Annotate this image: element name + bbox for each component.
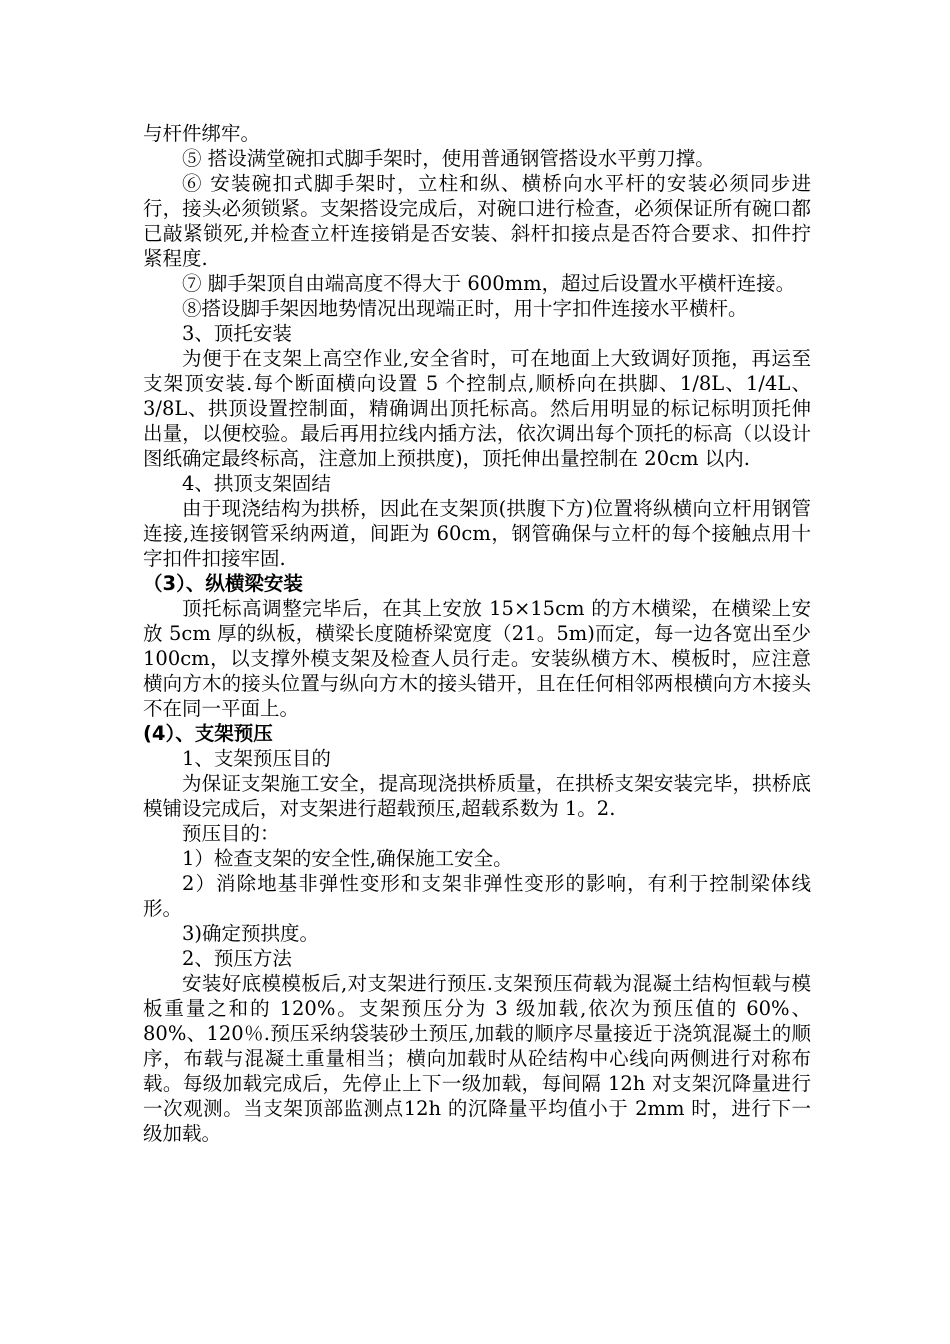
section-heading: （3）、纵横梁安装: [143, 572, 303, 595]
document-body: [143, 121, 811, 1146]
paragraph: 预压目的：: [182, 822, 280, 845]
section-heading: (4）、支架预压: [143, 722, 273, 745]
paragraph: 顶托标高调整完毕后，在其上安放 15×15cm 的方木横梁，在横梁上安放 5cm 厚的纵板，横梁长度随桥梁宽度（21。5m)而定，每一边各宽出至少 100cm，以支撑外模支架及检查人员行走。安装纵横方木、模板时，应注意横向方木的接头位置与纵向方木的接头错开，且在任何相邻两根横向方木接头不在同一平面上。: [143, 597, 811, 720]
paragraph: 2、预压方法: [182, 947, 292, 970]
paragraph: 为便于在支架上高空作业,安全省时，可在地面上大致调好顶拖，再运至支架顶安装.每个断面横向设置 5 个控制点,顺桥向在拱脚、1/8L、1/4L、3/8L、拱顶设置控制面，精确调出顶托标高。然后用明显的标记标明顶托伸出量，以便校验。最后再用拉线内插方法，依次调出每个顶托的标高（以设计图纸确定最终标高，注意加上预拱度)，顶托伸出量控制在 20cm 以内.: [143, 347, 811, 470]
paragraph: ⑧搭设脚手架因地势情况出现端正时，用十字扣件连接水平横杆。: [182, 297, 748, 320]
paragraph: 安装好底模模板后,对支架进行预压.支架预压荷载为混凝土结构恒载与模板重量之和的 120%。支架预压分为 3 级加载,依次为预压值的 60%、80%、120％.预压采纳袋装砂土预压,加载的顺序尽量接近于浇筑混凝土的顺序，布载与混凝土重量相当；横向加载时从砼结构中心线向两侧进行对称布载。每级加载完成后，先停止上下一级加载，每间隔 12h 对支架沉降量进行一次观测。当支架顶部监测点12h 的沉降量平均值小于 2mm 时，进行下一级加载。: [143, 972, 811, 1145]
paragraph: ⑦ 脚手架顶自由端高度不得大于 600mm，超过后设置水平横杆连接。: [182, 272, 796, 295]
paragraph: ⑤ 搭设满堂碗扣式脚手架时，使用普通钢管搭设水平剪刀撑。: [182, 147, 715, 170]
paragraph: 与杆件绑牢。: [143, 122, 261, 145]
paragraph: 1）检查支架的安全性,确保施工安全。: [182, 847, 513, 870]
paragraph: 1、支架预压目的: [182, 747, 331, 770]
paragraph: ⑥ 安装碗扣式脚手架时，立柱和纵、横桥向水平杆的安装必须同步进行，接头必须锁紧。支架搭设完成后，对碗口进行检查，必须保证所有碗口都已敲紧锁死,并检查立杆连接销是否安装、斜杆扣接点是否符合要求、扣件拧紧程度.: [143, 172, 811, 270]
paragraph: 3)确定预拱度。: [182, 922, 320, 945]
paragraph: 4、拱顶支架固结: [182, 472, 331, 495]
paragraph: 为保证支架施工安全，提高现浇拱桥质量，在拱桥支架安装完毕，拱桥底模铺设完成后，对支架进行超载预压,超载系数为 1。2.: [143, 772, 811, 820]
paragraph: 3、顶托安装: [182, 322, 292, 345]
paragraph: 由于现浇结构为拱桥，因此在支架顶(拱腹下方)位置将纵横向立杆用钢管连接,连接钢管采纳两道，间距为 60cm，钢管确保与立杆的每个接触点用十字扣件扣接牢固.: [143, 497, 811, 570]
paragraph: 2）消除地基非弹性变形和支架非弹性变形的影响，有利于控制梁体线形。: [143, 872, 811, 920]
